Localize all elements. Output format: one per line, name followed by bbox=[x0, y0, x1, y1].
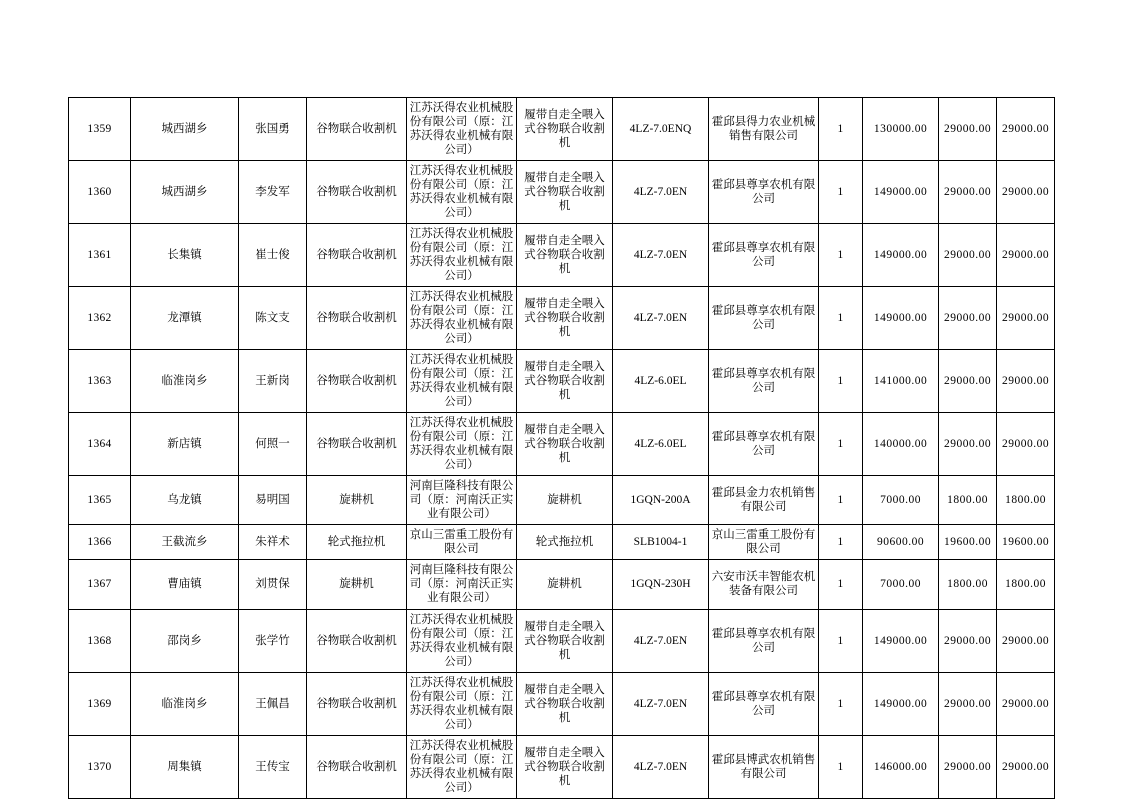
cell-manufacturer: 江苏沃得农业机械股份有限公司（原：江苏沃得农业机械有限公司） bbox=[407, 161, 517, 224]
cell-category: 谷物联合收割机 bbox=[307, 224, 407, 287]
cell-central_subsidy: 29000.00 bbox=[939, 413, 997, 476]
cell-total_subsidy: 29000.00 bbox=[997, 413, 1055, 476]
cell-central_subsidy: 29000.00 bbox=[939, 609, 997, 672]
cell-model: 4LZ-7.0EN bbox=[613, 224, 709, 287]
cell-machine_name: 履带自走全喂入式谷物联合收割机 bbox=[517, 224, 613, 287]
cell-seq: 1370 bbox=[69, 735, 131, 798]
cell-machine_name: 履带自走全喂入式谷物联合收割机 bbox=[517, 672, 613, 735]
cell-central_subsidy: 19600.00 bbox=[939, 525, 997, 560]
cell-manufacturer: 江苏沃得农业机械股份有限公司（原：江苏沃得农业机械有限公司） bbox=[407, 224, 517, 287]
cell-price: 130000.00 bbox=[863, 98, 939, 161]
table-row bbox=[69, 98, 1055, 161]
cell-model: 4LZ-7.0EN bbox=[613, 609, 709, 672]
table-row bbox=[69, 350, 1055, 413]
cell-buyer: 李发军 bbox=[239, 161, 307, 224]
table-row bbox=[69, 161, 1055, 224]
cell-dealer: 霍邱县尊享农机有限公司 bbox=[709, 413, 819, 476]
cell-buyer: 何照一 bbox=[239, 413, 307, 476]
cell-qty: 1 bbox=[819, 287, 863, 350]
table-row bbox=[69, 287, 1055, 350]
cell-dealer: 霍邱县尊享农机有限公司 bbox=[709, 224, 819, 287]
cell-machine_name: 旋耕机 bbox=[517, 476, 613, 525]
cell-manufacturer: 江苏沃得农业机械股份有限公司（原：江苏沃得农业机械有限公司） bbox=[407, 609, 517, 672]
cell-town: 临淮岗乡 bbox=[131, 350, 239, 413]
cell-town: 长集镇 bbox=[131, 224, 239, 287]
cell-dealer: 京山三雷重工股份有限公司 bbox=[709, 525, 819, 560]
cell-model: 1GQN-230H bbox=[613, 560, 709, 609]
cell-qty: 1 bbox=[819, 98, 863, 161]
cell-buyer: 刘贯保 bbox=[239, 560, 307, 609]
cell-qty: 1 bbox=[819, 350, 863, 413]
cell-machine_name: 履带自走全喂入式谷物联合收割机 bbox=[517, 735, 613, 798]
cell-central_subsidy: 29000.00 bbox=[939, 98, 997, 161]
cell-category: 谷物联合收割机 bbox=[307, 735, 407, 798]
cell-dealer: 霍邱县尊享农机有限公司 bbox=[709, 287, 819, 350]
cell-category: 谷物联合收割机 bbox=[307, 161, 407, 224]
cell-central_subsidy: 29000.00 bbox=[939, 672, 997, 735]
cell-qty: 1 bbox=[819, 672, 863, 735]
cell-town: 王截流乡 bbox=[131, 525, 239, 560]
cell-seq: 1361 bbox=[69, 224, 131, 287]
cell-category: 轮式拖拉机 bbox=[307, 525, 407, 560]
cell-total_subsidy: 1800.00 bbox=[997, 560, 1055, 609]
cell-central_subsidy: 29000.00 bbox=[939, 287, 997, 350]
cell-town: 城西湖乡 bbox=[131, 98, 239, 161]
cell-buyer: 王新岗 bbox=[239, 350, 307, 413]
cell-category: 谷物联合收割机 bbox=[307, 287, 407, 350]
cell-machine_name: 履带自走全喂入式谷物联合收割机 bbox=[517, 98, 613, 161]
cell-total_subsidy: 29000.00 bbox=[997, 609, 1055, 672]
cell-town: 乌龙镇 bbox=[131, 476, 239, 525]
cell-seq: 1366 bbox=[69, 525, 131, 560]
table-row bbox=[69, 735, 1055, 798]
cell-model: 4LZ-7.0EN bbox=[613, 735, 709, 798]
cell-machine_name: 履带自走全喂入式谷物联合收割机 bbox=[517, 413, 613, 476]
cell-price: 149000.00 bbox=[863, 224, 939, 287]
cell-total_subsidy: 29000.00 bbox=[997, 224, 1055, 287]
cell-town: 城西湖乡 bbox=[131, 161, 239, 224]
cell-price: 149000.00 bbox=[863, 672, 939, 735]
cell-total_subsidy: 29000.00 bbox=[997, 287, 1055, 350]
cell-model: 4LZ-7.0ENQ bbox=[613, 98, 709, 161]
cell-price: 146000.00 bbox=[863, 735, 939, 798]
subsidy-table-wrapper bbox=[68, 97, 1054, 799]
cell-qty: 1 bbox=[819, 476, 863, 525]
table-row bbox=[69, 476, 1055, 525]
cell-seq: 1364 bbox=[69, 413, 131, 476]
cell-price: 149000.00 bbox=[863, 609, 939, 672]
cell-dealer: 霍邱县尊享农机有限公司 bbox=[709, 350, 819, 413]
cell-town: 临淮岗乡 bbox=[131, 672, 239, 735]
cell-category: 旋耕机 bbox=[307, 560, 407, 609]
cell-machine_name: 履带自走全喂入式谷物联合收割机 bbox=[517, 161, 613, 224]
cell-category: 谷物联合收割机 bbox=[307, 609, 407, 672]
cell-qty: 1 bbox=[819, 525, 863, 560]
cell-qty: 1 bbox=[819, 609, 863, 672]
cell-dealer: 霍邱县尊享农机有限公司 bbox=[709, 609, 819, 672]
cell-central_subsidy: 29000.00 bbox=[939, 350, 997, 413]
cell-dealer: 霍邱县尊享农机有限公司 bbox=[709, 161, 819, 224]
cell-buyer: 朱祥术 bbox=[239, 525, 307, 560]
cell-dealer: 六安市沃丰智能农机装备有限公司 bbox=[709, 560, 819, 609]
cell-manufacturer: 江苏沃得农业机械股份有限公司（原：江苏沃得农业机械有限公司） bbox=[407, 98, 517, 161]
cell-price: 149000.00 bbox=[863, 161, 939, 224]
cell-qty: 1 bbox=[819, 560, 863, 609]
cell-seq: 1365 bbox=[69, 476, 131, 525]
table-row bbox=[69, 672, 1055, 735]
cell-manufacturer: 河南巨隆科技有限公司（原：河南沃正实业有限公司） bbox=[407, 476, 517, 525]
cell-total_subsidy: 19600.00 bbox=[997, 525, 1055, 560]
cell-total_subsidy: 1800.00 bbox=[997, 476, 1055, 525]
cell-model: 4LZ-6.0EL bbox=[613, 350, 709, 413]
cell-model: SLB1004-1 bbox=[613, 525, 709, 560]
table-row bbox=[69, 609, 1055, 672]
subsidy-table bbox=[68, 97, 1055, 799]
cell-total_subsidy: 29000.00 bbox=[997, 672, 1055, 735]
cell-town: 曹庙镇 bbox=[131, 560, 239, 609]
cell-category: 谷物联合收割机 bbox=[307, 413, 407, 476]
cell-machine_name: 履带自走全喂入式谷物联合收割机 bbox=[517, 287, 613, 350]
cell-central_subsidy: 1800.00 bbox=[939, 560, 997, 609]
cell-dealer: 霍邱县得力农业机械销售有限公司 bbox=[709, 98, 819, 161]
cell-seq: 1367 bbox=[69, 560, 131, 609]
cell-price: 141000.00 bbox=[863, 350, 939, 413]
cell-dealer: 霍邱县金力农机销售有限公司 bbox=[709, 476, 819, 525]
cell-town: 新店镇 bbox=[131, 413, 239, 476]
cell-town: 邵岗乡 bbox=[131, 609, 239, 672]
cell-model: 4LZ-7.0EN bbox=[613, 672, 709, 735]
cell-price: 90600.00 bbox=[863, 525, 939, 560]
cell-central_subsidy: 29000.00 bbox=[939, 224, 997, 287]
cell-price: 140000.00 bbox=[863, 413, 939, 476]
cell-category: 谷物联合收割机 bbox=[307, 98, 407, 161]
table-row bbox=[69, 224, 1055, 287]
cell-price: 7000.00 bbox=[863, 476, 939, 525]
cell-manufacturer: 江苏沃得农业机械股份有限公司（原：江苏沃得农业机械有限公司） bbox=[407, 350, 517, 413]
cell-category: 谷物联合收割机 bbox=[307, 350, 407, 413]
cell-machine_name: 履带自走全喂入式谷物联合收割机 bbox=[517, 609, 613, 672]
table-row bbox=[69, 413, 1055, 476]
cell-model: 4LZ-6.0EL bbox=[613, 413, 709, 476]
cell-price: 7000.00 bbox=[863, 560, 939, 609]
cell-total_subsidy: 29000.00 bbox=[997, 735, 1055, 798]
cell-manufacturer: 京山三雷重工股份有限公司 bbox=[407, 525, 517, 560]
cell-seq: 1362 bbox=[69, 287, 131, 350]
cell-machine_name: 履带自走全喂入式谷物联合收割机 bbox=[517, 350, 613, 413]
cell-dealer: 霍邱县博武农机销售有限公司 bbox=[709, 735, 819, 798]
cell-seq: 1360 bbox=[69, 161, 131, 224]
cell-qty: 1 bbox=[819, 735, 863, 798]
cell-seq: 1369 bbox=[69, 672, 131, 735]
cell-model: 4LZ-7.0EN bbox=[613, 287, 709, 350]
cell-manufacturer: 河南巨隆科技有限公司（原：河南沃正实业有限公司） bbox=[407, 560, 517, 609]
subsidy-table-body bbox=[69, 98, 1055, 799]
cell-manufacturer: 江苏沃得农业机械股份有限公司（原：江苏沃得农业机械有限公司） bbox=[407, 735, 517, 798]
cell-qty: 1 bbox=[819, 161, 863, 224]
cell-total_subsidy: 29000.00 bbox=[997, 161, 1055, 224]
cell-model: 4LZ-7.0EN bbox=[613, 161, 709, 224]
cell-machine_name: 轮式拖拉机 bbox=[517, 525, 613, 560]
cell-category: 谷物联合收割机 bbox=[307, 672, 407, 735]
cell-manufacturer: 江苏沃得农业机械股份有限公司（原：江苏沃得农业机械有限公司） bbox=[407, 413, 517, 476]
cell-model: 1GQN-200A bbox=[613, 476, 709, 525]
table-row bbox=[69, 525, 1055, 560]
cell-qty: 1 bbox=[819, 413, 863, 476]
table-row bbox=[69, 560, 1055, 609]
cell-town: 龙潭镇 bbox=[131, 287, 239, 350]
cell-buyer: 崔士俊 bbox=[239, 224, 307, 287]
cell-seq: 1359 bbox=[69, 98, 131, 161]
cell-manufacturer: 江苏沃得农业机械股份有限公司（原：江苏沃得农业机械有限公司） bbox=[407, 672, 517, 735]
cell-central_subsidy: 29000.00 bbox=[939, 735, 997, 798]
cell-central_subsidy: 1800.00 bbox=[939, 476, 997, 525]
cell-total_subsidy: 29000.00 bbox=[997, 98, 1055, 161]
cell-total_subsidy: 29000.00 bbox=[997, 350, 1055, 413]
cell-dealer: 霍邱县尊享农机有限公司 bbox=[709, 672, 819, 735]
cell-buyer: 张国勇 bbox=[239, 98, 307, 161]
cell-machine_name: 旋耕机 bbox=[517, 560, 613, 609]
cell-buyer: 易明国 bbox=[239, 476, 307, 525]
cell-town: 周集镇 bbox=[131, 735, 239, 798]
cell-seq: 1368 bbox=[69, 609, 131, 672]
cell-buyer: 陈文支 bbox=[239, 287, 307, 350]
cell-manufacturer: 江苏沃得农业机械股份有限公司（原：江苏沃得农业机械有限公司） bbox=[407, 287, 517, 350]
cell-buyer: 张学竹 bbox=[239, 609, 307, 672]
cell-buyer: 王传宝 bbox=[239, 735, 307, 798]
cell-qty: 1 bbox=[819, 224, 863, 287]
cell-buyer: 王佩昌 bbox=[239, 672, 307, 735]
cell-seq: 1363 bbox=[69, 350, 131, 413]
cell-category: 旋耕机 bbox=[307, 476, 407, 525]
cell-central_subsidy: 29000.00 bbox=[939, 161, 997, 224]
cell-price: 149000.00 bbox=[863, 287, 939, 350]
